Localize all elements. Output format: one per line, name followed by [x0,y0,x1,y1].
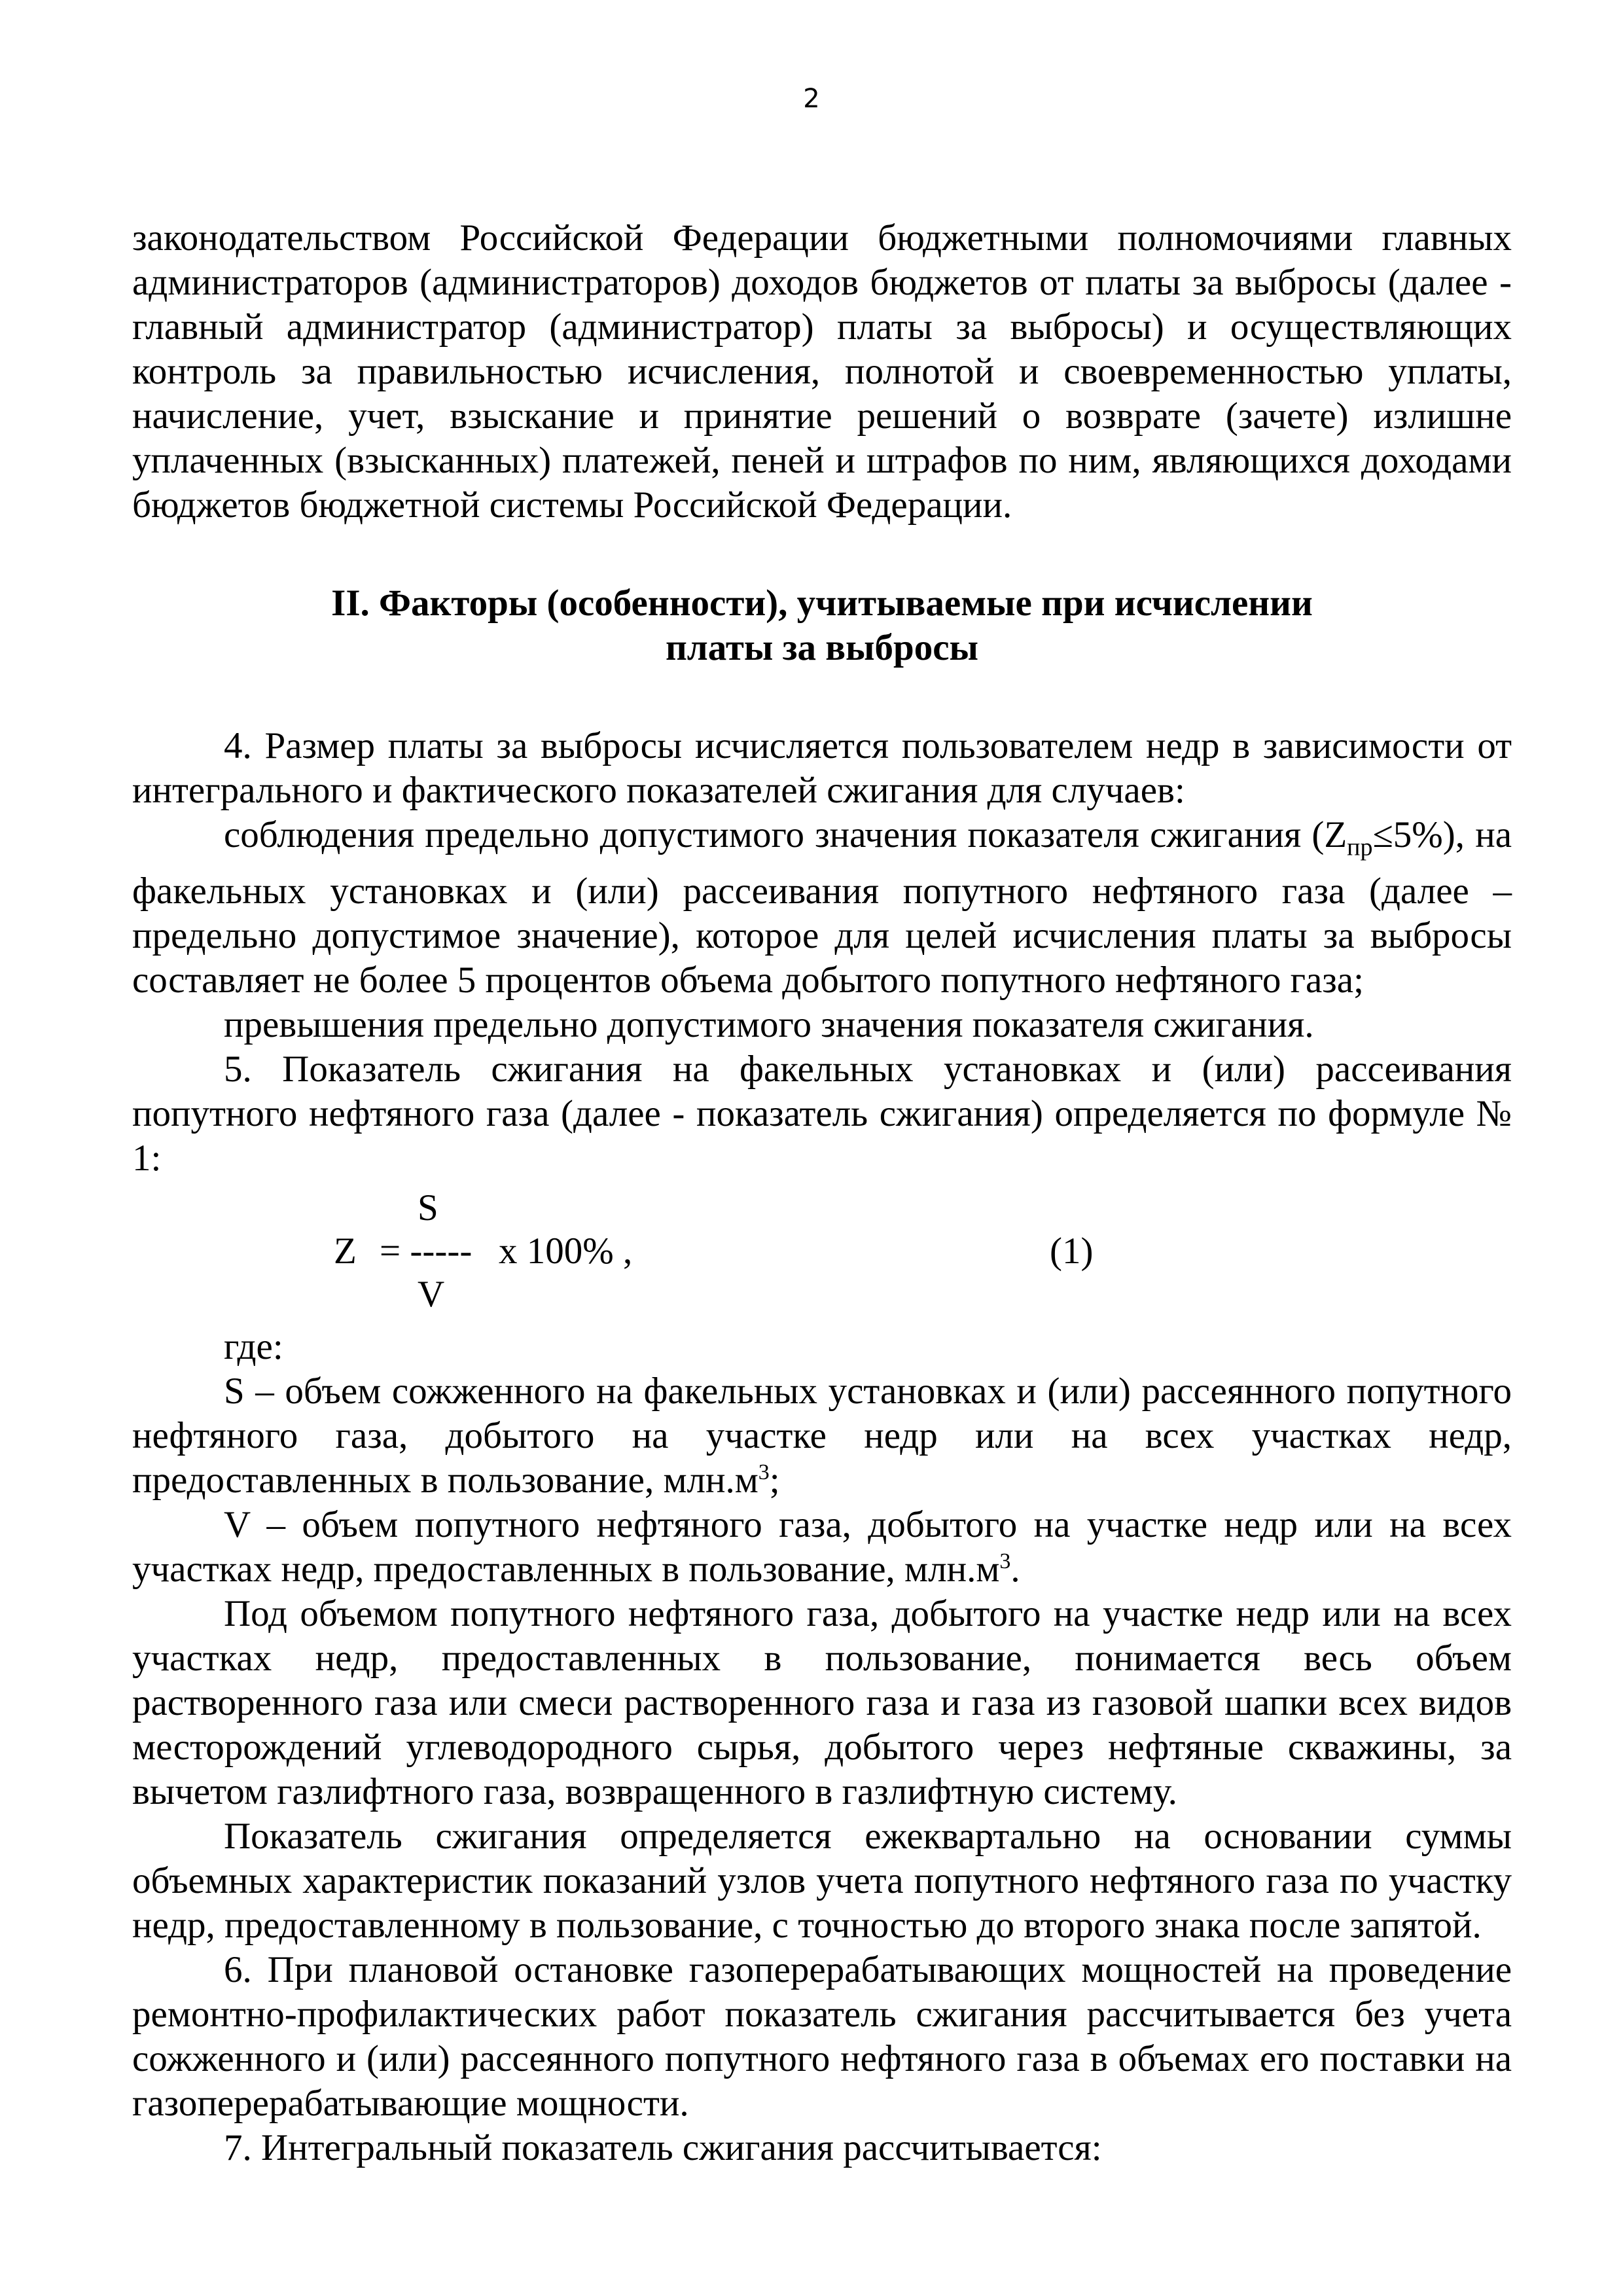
formula-lhs: Z [334,1230,357,1272]
page-number: 2 [803,84,820,114]
definition-s-text: S – объем сожженного на факельных установках и (или) рассеянного попутного нефтяного газа, добытого на участке недр или на всех участках недр, предоставленных в пользование, млн.м [132,1371,1512,1501]
formula-number: (1) [1050,1230,1094,1272]
paragraph-7: 7. Интегральный показатель сжигания рассчитывается: [224,2127,1102,2169]
definition-v [132,1503,1512,1592]
paragraph-volume: Под объемом попутного нефтяного газа, добытого на участке недр или на всех участках недр, предоставленных в пользование, понимается весь объем растворенного газа или смеси растворенного газа и газа из газовой шапки всех видов месторождений углеводородного сырья, добытого через нефтяные скважины, за вычетом газлифтного газа, возвращенного в газлифтную систему. [132,1593,1512,1813]
paragraph-4: 4. Размер платы за выбросы исчисляется пользователем недр в зависимости от интегрального и фактического показателей сжигания для случаев: [132,725,1512,811]
section-heading-line-2: платы за выбросы [665,627,979,668]
definition-s [132,1369,1512,1503]
formula-1 [132,1186,1512,1317]
case-a-subscript: пр [1347,833,1373,861]
formula-fraction-bar: = ----- [380,1230,473,1272]
case-a-text-start: соблюдения предельно допустимого значения показателя сжигания (Z [224,814,1347,855]
paragraph-6: 6. При плановой остановке газоперерабатывающих мощностей на проведение ремонтно-профилактических работ показатель сжигания рассчитывается без учета сожженного и (или) рассеянного попутного нефтяного газа в объемах его поставки на газоперерабатывающие мощности. [132,1949,1512,2125]
formula-multiplier: x 100% , [499,1230,633,1272]
paragraph-4-case-a [132,813,1512,1003]
definition-s-sup: 3 [758,1460,770,1485]
paragraph-quarterly: Показатель сжигания определяется ежеквартально на основании суммы объемных характеристик показаний узлов учета попутного нефтяного газа по участку недр, предоставленному в пользование, с точностью до второго знака после запятой. [132,1816,1512,1946]
formula-denominator: V [418,1274,445,1316]
where-label: где: [224,1326,283,1368]
intro-paragraph: законодательством Российской Федерации бюджетными полномочиями главных администраторов (администраторов) доходов бюджетов от платы за выбросы (далее - главный администратор (администратор) платы за выбросы) и осуществляющих контроль за правильностью исчисления, полнотой и своевременностью уплаты, начисление, учет, взыскание и принятие решений о возврате (зачете) излишне уплаченных (взысканных) платежей, пеней и штрафов по ним, являющихся доходами бюджетов бюджетной системы Российской Федерации. [132,217,1512,526]
section-heading [132,581,1512,670]
definition-s-end: ; [769,1460,780,1501]
definition-v-text: V – объем попутного нефтяного газа, добытого на участке недр или на всех участках недр, предоставленных в пользование, млн.м [132,1504,1512,1590]
document-body [132,216,1512,2170]
paragraph-5: 5. Показатель сжигания на факельных установках и (или) рассеивания попутного нефтяного газа (далее - показатель сжигания) определяется по формуле № 1: [132,1049,1512,1179]
section-heading-line-1: II. Факторы (особенности), учитываемые при исчислении [331,583,1313,624]
paragraph-4-case-b: превышения предельно допустимого значения показателя сжигания. [224,1004,1314,1046]
definition-v-sup: 3 [999,1549,1011,1574]
formula-numerator: S [418,1187,438,1229]
definition-v-end: . [1010,1549,1020,1590]
case-a-text-end: ≤5%), на факельных установках и (или) рассеивания попутного нефтяного газа (далее – предельно допустимое значение), которое для целей исчисления платы за выбросы составляет не более 5 процентов объема добытого попутного нефтяного газа; [132,814,1512,1001]
